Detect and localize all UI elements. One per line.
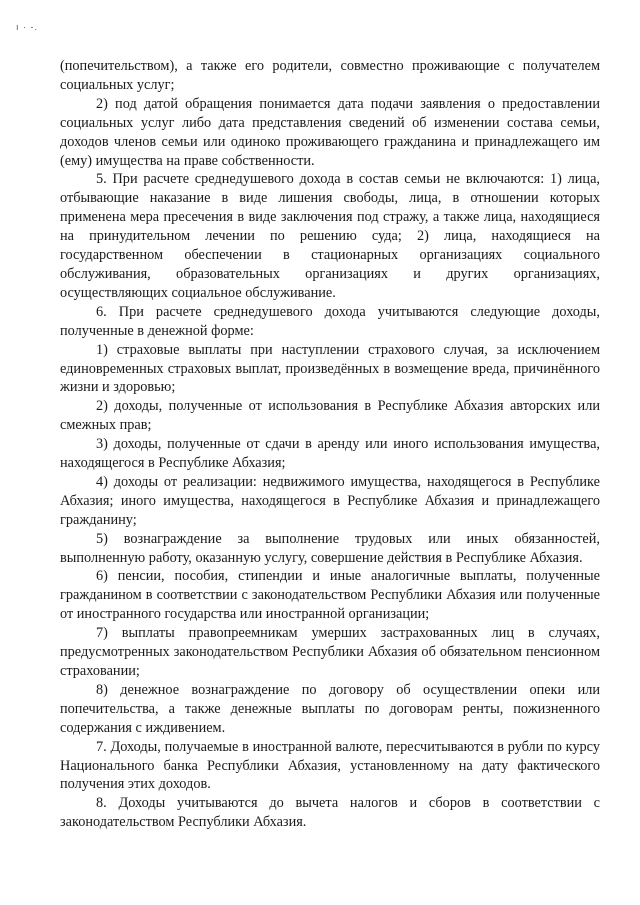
paragraph-8-pre-tax-income: 8. Доходы учитываются до вычета налогов и сборов в соответствии с законодательством Республики Абхазия. — [60, 795, 600, 831]
list-item-labor-remuneration: 5) вознаграждение за выполнение трудовых или иных обязанностей, выполненную работу, оказанную услугу, совершение действия в Республике Абхазия. — [60, 530, 600, 566]
paragraph-7-foreign-currency: 7. Доходы, получаемые в иностранной валюте, пересчитываются в рубли по курсу Национального банка Республики Абхазия, установленному на дату фактического получения этих доходов. — [60, 738, 600, 793]
scan-artifact: ı · -. — [16, 22, 38, 32]
document-body — [60, 57, 600, 832]
list-item-insurance-payments: 1) страховые выплаты при наступлении страхового случая, за исключением единовременных страховых выплат, произведённых в возмещение вреда, причинённого жизни и здоровью; — [60, 341, 600, 396]
paragraph-5-excluded-persons: 5. При расчете среднедушевого дохода в состав семьи не включаются: 1) лица, отбывающие наказание в виде лишения свободы, лица, в отношении которых применена мера пресечения в виде заключения под стражу, а также лица, находящиеся на принудительном лечении по решению суда; 2) лица, находящиеся на государственном обеспечении в стационарных организациях социального обслуживания, образовательных организациях и других организациях, осуществляющих социальное обслуживание. — [60, 171, 600, 301]
paragraph-6-income-types: 6. При расчете среднедушевого дохода учитываются следующие доходы, полученные в денежной форме: — [60, 303, 600, 339]
list-item-pensions-benefits: 6) пенсии, пособия, стипендии и иные аналогичные выплаты, полученные гражданином в соответствии с законодательством Республики Абхазия или полученные от иностранного государства или иностранной организации; — [60, 568, 600, 623]
list-item-property-sale-income: 4) доходы от реализации: недвижимого имущества, находящегося в Республике Абхазия; иного имущества, находящегося в Республике Абхазия и принадлежащего гражданину; — [60, 473, 600, 528]
list-item-guardianship-remuneration: 8) денежное вознаграждение по договору об осуществлении опеки или попечительства, а также денежные выплаты по договорам ренты, пожизненного содержания с иждивением. — [60, 681, 600, 736]
list-item-successor-payments: 7) выплаты правопреемникам умерших застрахованных лиц в случаях, предусмотренных законодательством Республики Абхазия об обязательном пенсионном страховании; — [60, 625, 600, 679]
list-item-rental-income: 3) доходы, полученные от сдачи в аренду или иного использования имущества, находящегося в Республике Абхазия; — [60, 436, 600, 472]
paragraph-guardianship-continuation: (попечительством), а также его родители, совместно проживающие с получателем социальных услуг; — [60, 58, 600, 93]
list-item-copyright-income: 2) доходы, полученные от использования в Республике Абхазия авторских или смежных прав; — [60, 398, 600, 434]
paragraph-application-date: 2) под датой обращения понимается дата подачи заявления о предоставлении социальных услуг либо дата представления сведений об изменении состава семьи, доходов членов семьи или одиноко проживающего гражданина и принадлежащего им (ему) имущества на праве собственности. — [60, 95, 600, 169]
